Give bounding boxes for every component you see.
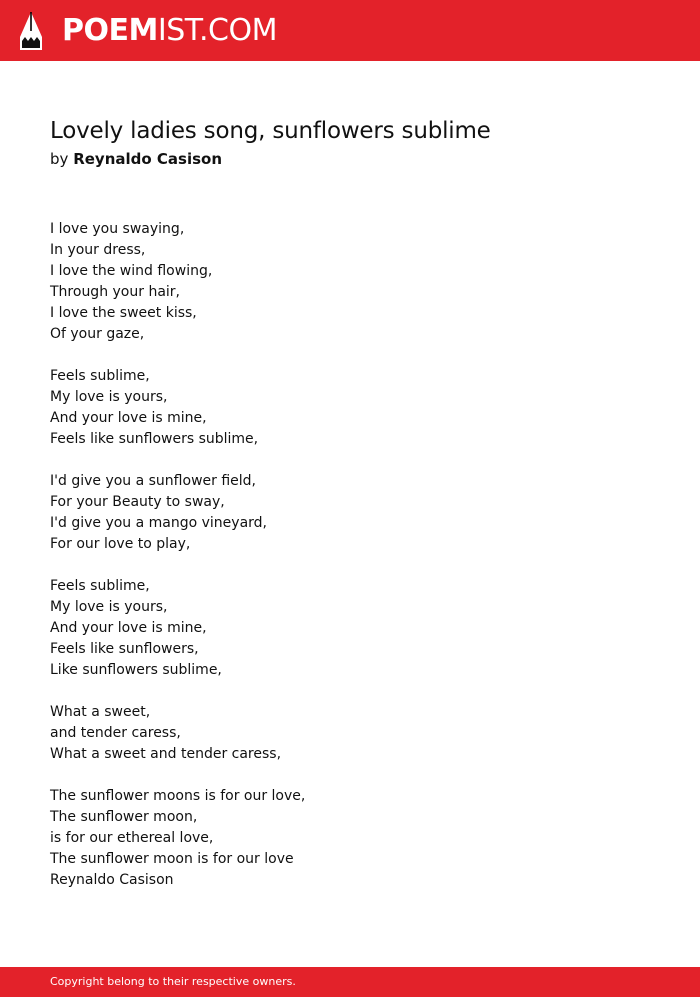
by-label: by — [50, 150, 69, 168]
poem-line: Reynaldo Casison — [50, 872, 174, 888]
poem-line: For your Beauty to sway, — [50, 494, 225, 510]
poem-line: What a sweet and tender caress, — [50, 746, 282, 762]
poem-line: Feels sublime, — [50, 578, 150, 594]
poem-line: Like sunflowers sublime, — [50, 662, 222, 678]
poem-line: And your love is mine, — [50, 410, 207, 426]
poem-stanza — [50, 786, 650, 891]
poem-line: and tender caress, — [50, 725, 181, 741]
poem-line: My love is yours, — [50, 599, 168, 615]
logo-brand-light: IST.COM — [157, 13, 277, 48]
site-header — [0, 0, 700, 61]
poem-stanza — [50, 219, 650, 345]
poem-line: The sunflower moon is for our love — [50, 851, 294, 867]
poem-body — [50, 219, 650, 891]
poem-line: Feels sublime, — [50, 368, 150, 384]
poem-line: I love you swaying, — [50, 221, 185, 237]
poem-line: My love is yours, — [50, 389, 168, 405]
poem-stanza — [50, 366, 650, 450]
copyright-notice: Copyright belong to their respective owners. — [50, 975, 296, 988]
poem-line: Feels like sunflowers, — [50, 641, 199, 657]
poem-line: For our love to play, — [50, 536, 191, 552]
site-footer — [0, 967, 700, 997]
poem-line: Feels like sunflowers sublime, — [50, 431, 259, 447]
poem-stanza — [50, 702, 650, 765]
poem-line: What a sweet, — [50, 704, 151, 720]
poem-line: In your dress, — [50, 242, 146, 258]
poem-title: Lovely ladies song, sunflowers sublime — [50, 118, 491, 144]
poem-author: Reynaldo Casison — [73, 150, 223, 168]
site-logo[interactable] — [62, 14, 277, 48]
pen-nib-icon — [18, 11, 44, 51]
poem-byline — [50, 149, 222, 169]
poem-line: The sunflower moons is for our love, — [50, 788, 306, 804]
poem-line: Of your gaze, — [50, 326, 145, 342]
poem-line: Through your hair, — [50, 284, 180, 300]
poem-line: The sunflower moon, — [50, 809, 198, 825]
poem-line: is for our ethereal love, — [50, 830, 214, 846]
poem-stanza — [50, 576, 650, 681]
poem-line: I love the wind flowing, — [50, 263, 213, 279]
poem-line: I'd give you a mango vineyard, — [50, 515, 268, 531]
poem-stanza — [50, 471, 650, 555]
poem-line: I love the sweet kiss, — [50, 305, 197, 321]
poem-line: And your love is mine, — [50, 620, 207, 636]
poem-line: I'd give you a sunflower field, — [50, 473, 256, 489]
logo-brand-bold: POEM — [62, 13, 158, 48]
